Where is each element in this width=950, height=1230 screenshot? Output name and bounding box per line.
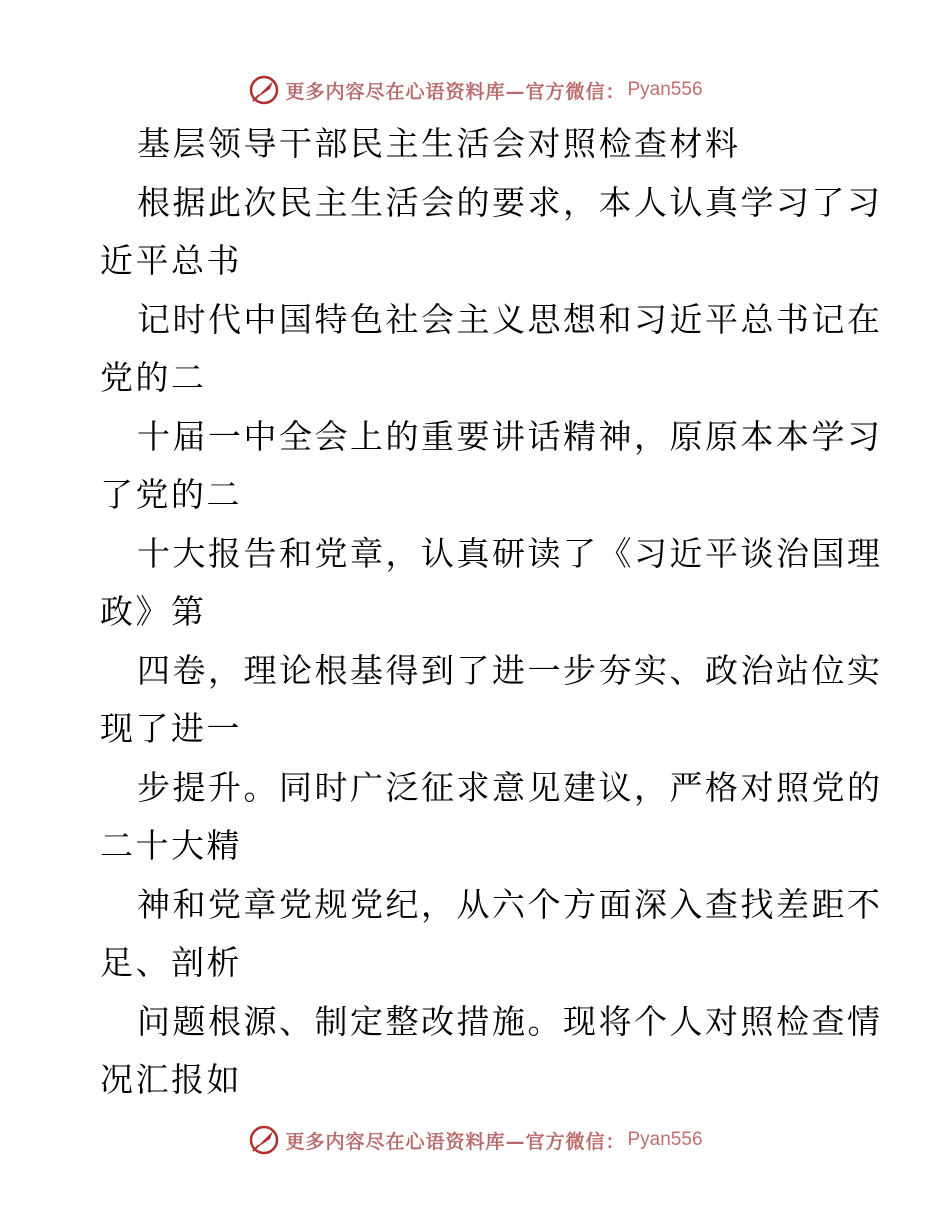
paragraph-line: 根据此次民主生活会的要求，本人认真学习了习 [137, 182, 883, 222]
banner-text: 更多内容尽在心语资料库—官方微信： [285, 80, 626, 103]
header-banner [0, 70, 950, 110]
document-title: 基层领导干部民主生活会对照检查材料 [137, 124, 741, 163]
paragraph-line: 党的二 [100, 358, 207, 397]
paragraph-line: 况汇报如 [100, 1060, 242, 1099]
paragraph-line: 十大报告和党章，认真研读了《习近平谈治国理 [137, 533, 883, 573]
banner-contact: Pyan556 [627, 1129, 703, 1150]
paragraph-line: 记时代中国特色社会主义思想和习近平总书记在 [137, 299, 883, 339]
paragraph-line: 现了进一 [100, 709, 242, 748]
paragraph-line: 问题根源、制定整改措施。现将个人对照检查情 [137, 1001, 883, 1041]
paragraph-line: 近平总书 [100, 241, 242, 280]
quill-logo-icon [247, 1123, 281, 1157]
banner-contact: Pyan556 [627, 79, 703, 100]
paragraph-line: 二十大精 [100, 826, 242, 865]
paragraph-line: 了党的二 [100, 475, 242, 514]
paragraph-line: 十届一中全会上的重要讲话精神，原原本本学习 [137, 416, 883, 456]
paragraph-line: 神和党章党规党纪，从六个方面深入查找差距不 [137, 884, 883, 924]
paragraph-line: 政》第 [100, 592, 207, 631]
paragraph-line: 四卷，理论根基得到了进一步夯实、政治站位实 [137, 650, 883, 690]
paragraph-line: 步提升。同时广泛征求意见建议，严格对照党的 [137, 767, 883, 807]
document-body [100, 115, 883, 1110]
footer-banner [0, 1120, 950, 1160]
quill-logo-icon [247, 73, 281, 107]
banner-text: 更多内容尽在心语资料库—官方微信： [285, 1130, 626, 1153]
paragraph-line: 足、剖析 [100, 943, 242, 982]
